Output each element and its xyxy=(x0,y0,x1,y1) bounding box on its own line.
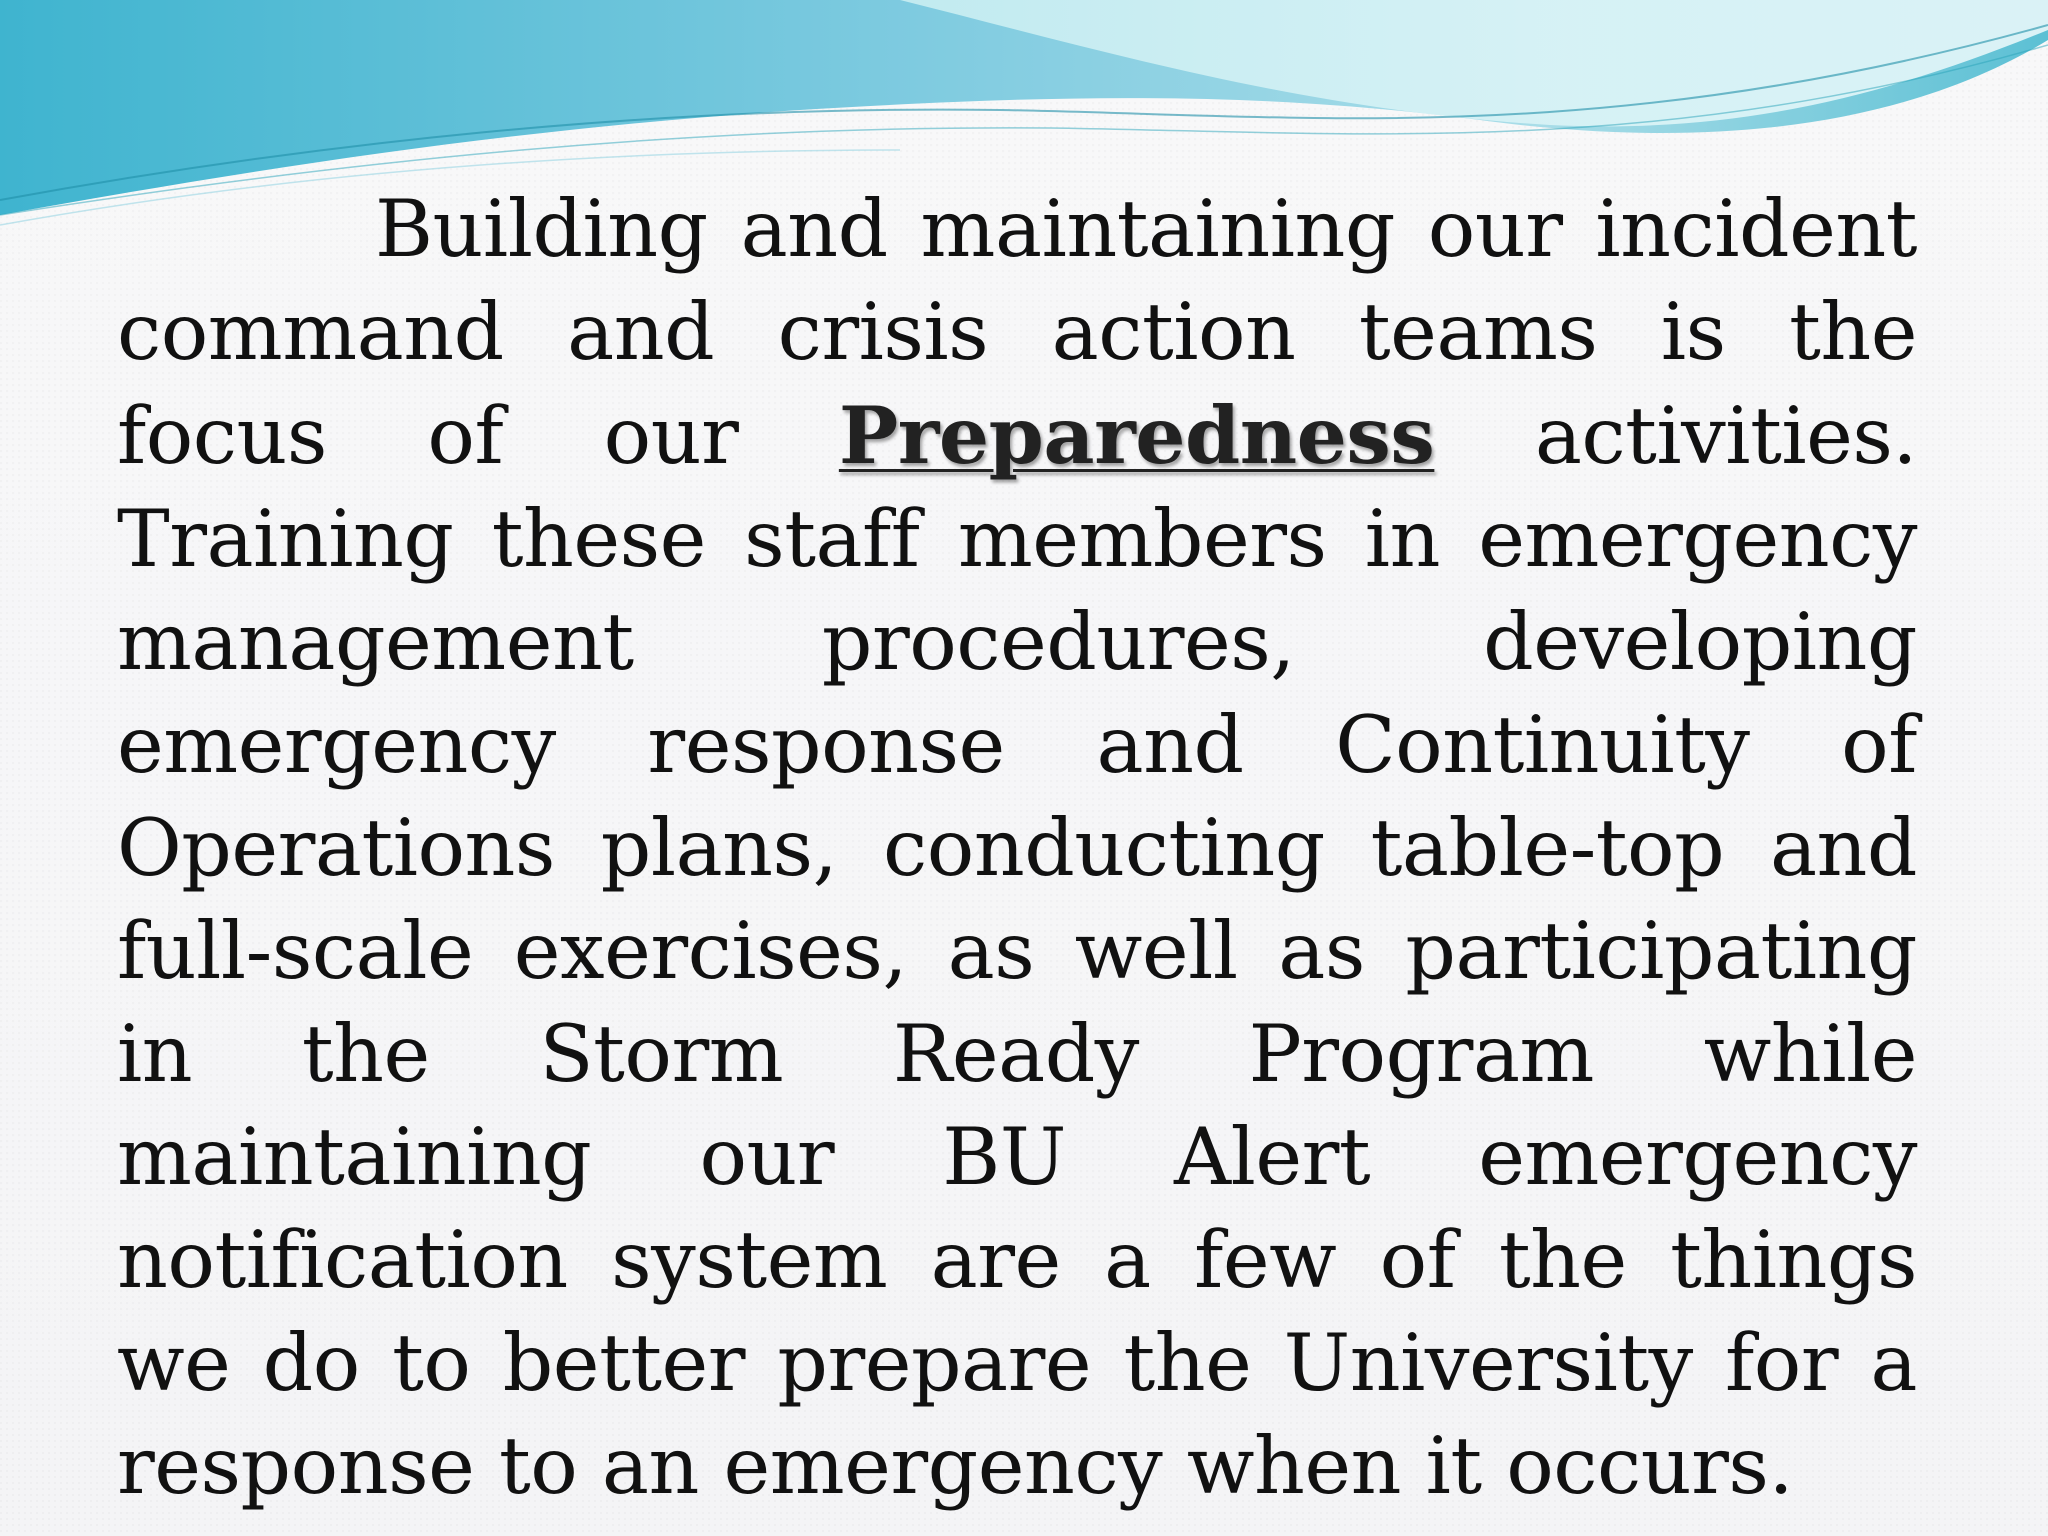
paragraph-text-part2: activities. Training these staff members in emergency management procedures, developing emergency response and Continuity of Operations plans, conducting table-top and full-scale exercises, as well as participating in the Storm Ready Program while maintaining our BU Alert emergency notification system are a few of the things we do to better prepare the University for a response to an emergency when it occurs. xyxy=(117,390,1917,1512)
preparedness-keyword: Preparedness xyxy=(838,389,1435,482)
body-paragraph xyxy=(117,178,1917,1518)
paragraph-text-part1: Building and maintaining our incident command and crisis action teams is the focus of our xyxy=(117,183,1917,482)
